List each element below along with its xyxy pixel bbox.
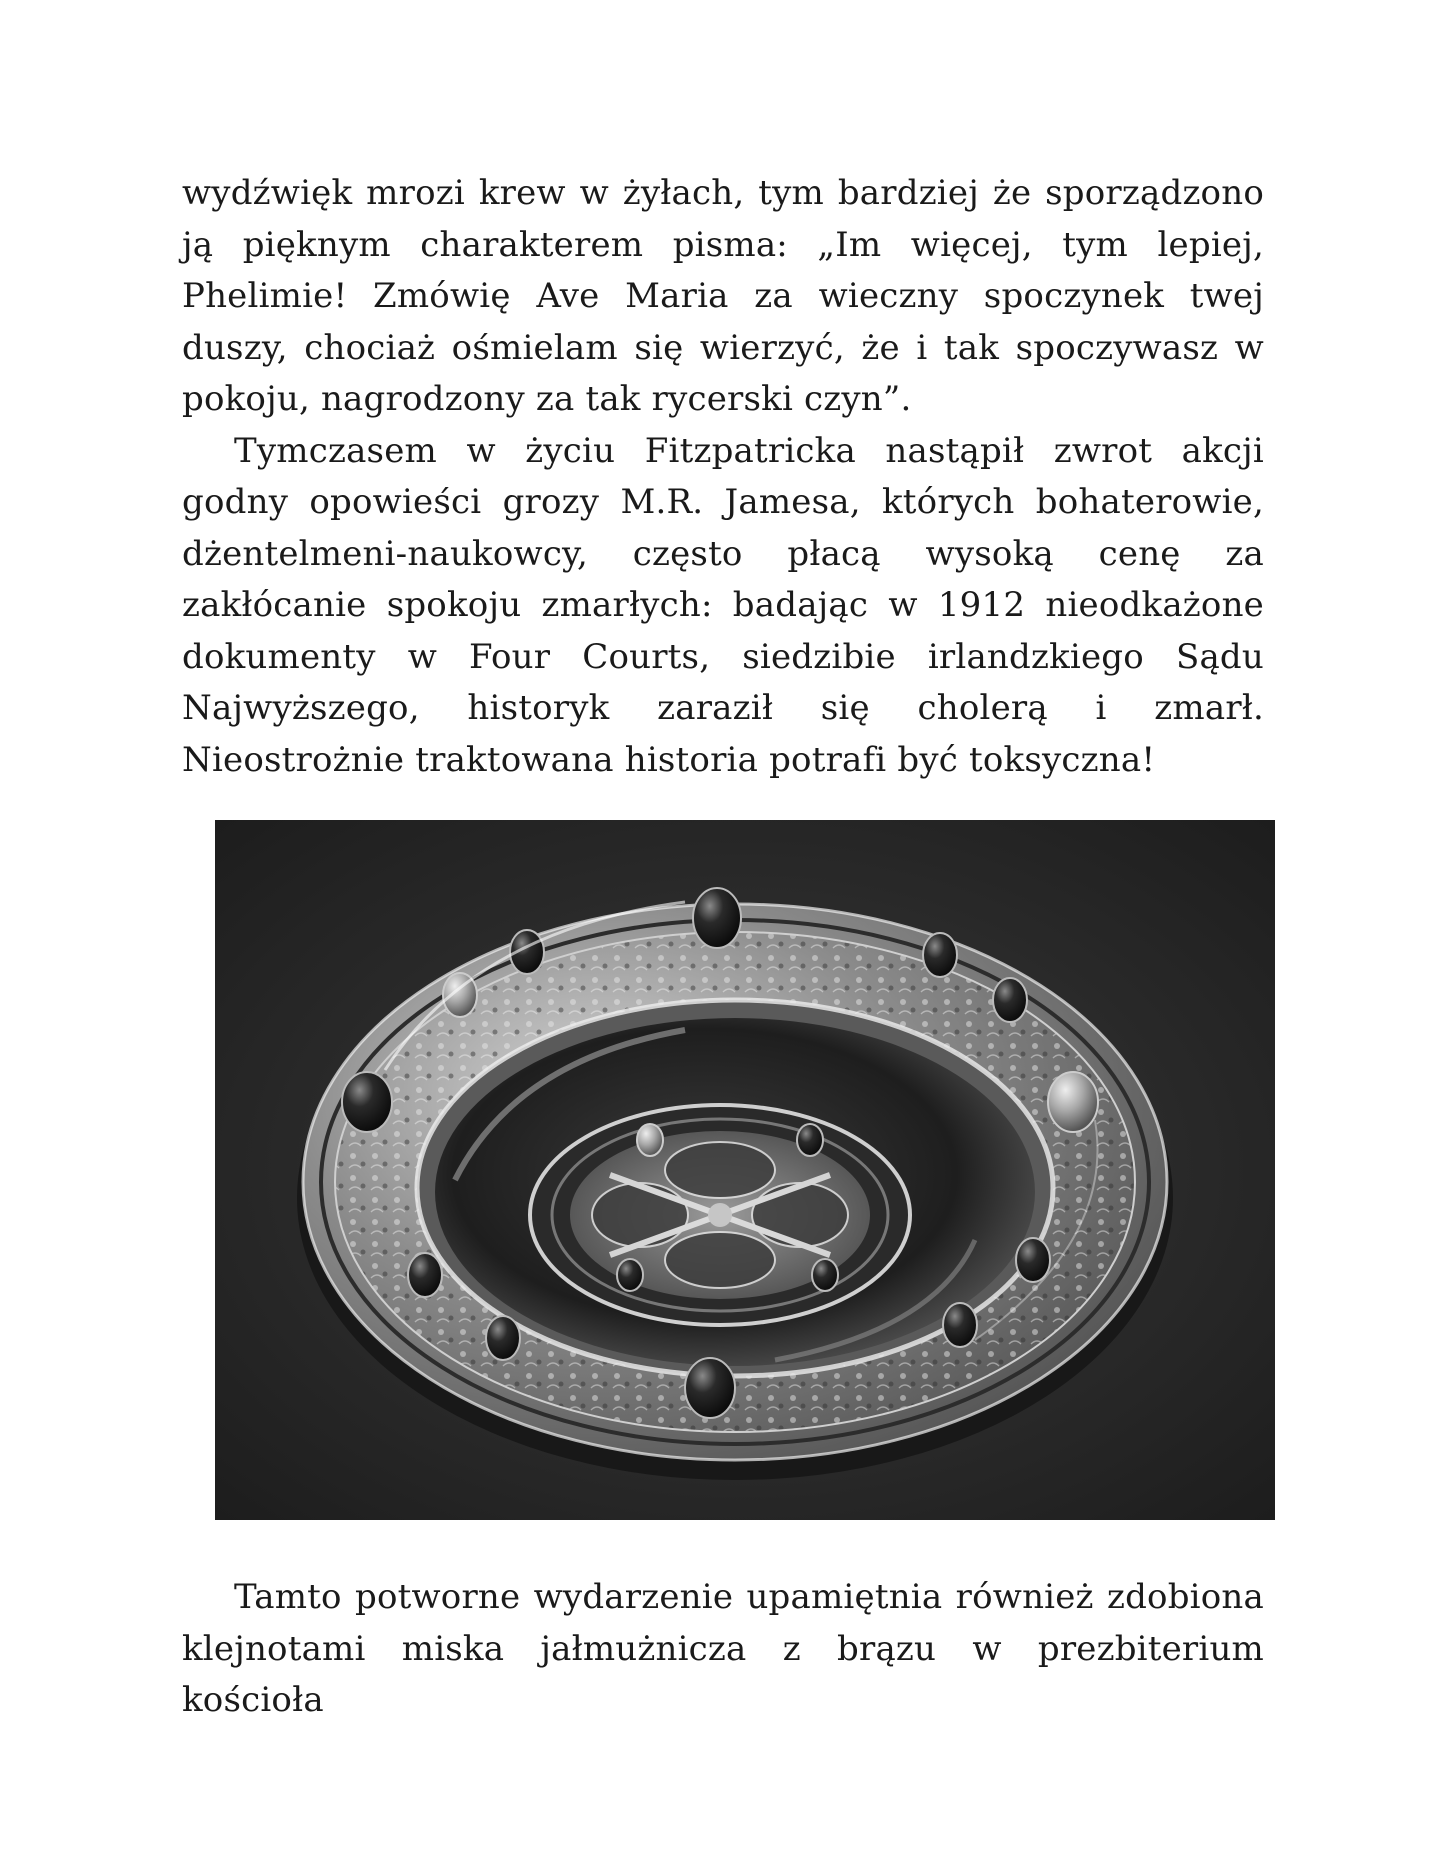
paragraph-continuation: wydźwięk mrozi krew w żyłach, tym bardziej że sporządzono ją pięknym charakterem pisma: „Im więcej, tym lepiej, Phelimie! Zmówię Ave Maria za wieczny spoczynek twej duszy, chociaż ośmielam się wierzyć, że i tak spoczywasz w pokoju, nagrodzony za tak rycerski czyn”. [182, 173, 1264, 419]
alms-dish-photo [215, 820, 1275, 1520]
paragraph-fitzpatrick: Tymczasem w życiu Fitzpatricka nastąpił zwrot akcji godny opowieści grozy M.R. Jamesa, których bohaterowie, dżentelmeni-naukowcy, często płacą wysoką cenę za zakłócanie spokoju zmarłych: badając w 1912 nieodkażone dokumenty w Four Courts, siedzibie irlandzkiego Sądu Najwyższego, historyk zaraził się cholerą i zmarł. Nieostrożnie traktowana historia potrafi być toksyczna! [182, 430, 1264, 780]
paragraph-alms-dish: Tamto potworne wydarzenie upamiętnia również zdobiona klejnotami miska jałmużnicza z brązu w prezbiterium kościoła [182, 1577, 1264, 1720]
page-text-bottom [182, 1572, 1264, 1727]
page-text-top [182, 168, 1264, 786]
